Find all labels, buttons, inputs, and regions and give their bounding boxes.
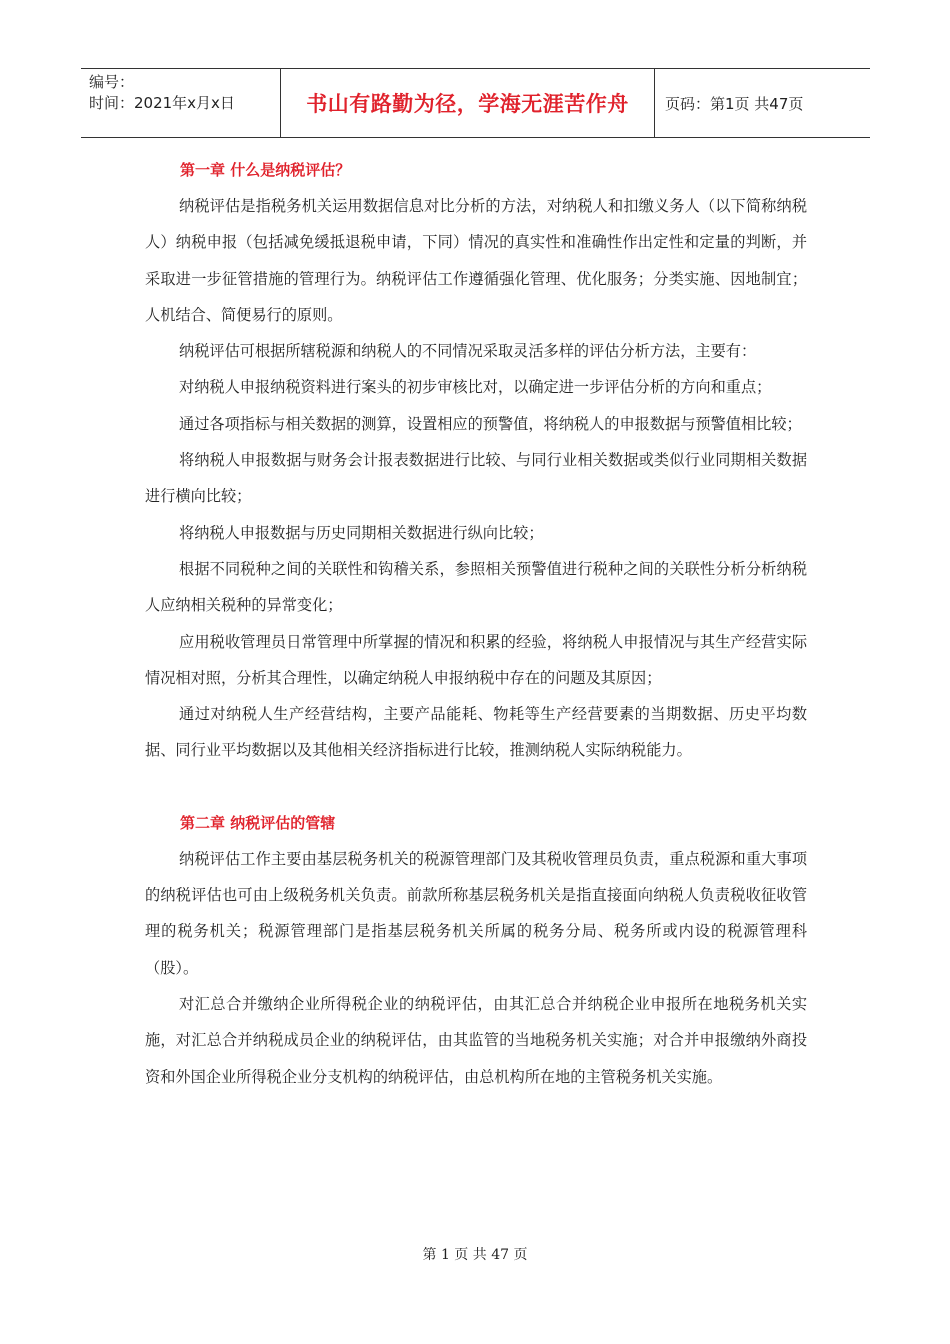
chapter-1-paragraph: 对纳税人申报纳税资料进行案头的初步审核比对，以确定进一步评估分析的方向和重点； [179,378,772,397]
chapter-1-paragraph: 通过对纳税人生产经营结构，主要产品能耗、物耗等生产经营要素的当期数据、历史平均数据、同行业平均数据以及其他相关经济指标进行比较，推测纳税人实际纳税能力。 [145,705,807,760]
chapter-1-paragraph: 根据不同税种之间的关联性和钩稽关系，参照相关预警值进行税种之间的关联性分析分析纳税人应纳相关税种的异常变化； [145,559,807,615]
chapter-1-paragraph: 纳税评估是指税务机关运用数据信息对比分析的方法，对纳税人和扣缴义务人（以下简称纳税人）纳税申报（包括减免缓抵退税申请，下同）情况的真实性和准确性作出定性和定量的判断，并采取进一步征管措施的管理行为。纳税评估工作遵循强化管理、优化服务；分类实施、因地制宜；人机结合、简便易行的原则。 [145,197,807,324]
section-spacer [145,769,807,805]
chapter-1-paragraph: 通过各项指标与相关数据的测算，设置相应的预警值，将纳税人的申报数据与预警值相比较； [179,414,802,433]
header-meta [81,69,281,137]
document-date: 时间：2021年x月x日 [89,94,235,112]
document-number-label: 编号： [89,73,135,91]
document-body [145,152,807,1095]
page-header [81,68,870,138]
page-footer: 第 1 页 共 47 页 [422,1247,528,1263]
chapter-2-title: 第二章 纳税评估的管辖 [180,813,336,832]
header-motto: 书山有路勤为径，学海无涯苦作舟 [281,69,655,137]
header-page-info: 页码：第1页 共47页 [665,94,804,113]
chapter-2-paragraph: 纳税评估工作主要由基层税务机关的税源管理部门及其税收管理员负责，重点税源和重大事项的纳税评估也可由上级税务机关负责。前款所称基层税务机关是指直接面向纳税人负责税收征收管理的税务机关；税源管理部门是指基层税务机关所属的税务分局、税务所或内设的税源管理科（股）。 [145,849,807,977]
chapter-1-paragraph: 纳税评估可根据所辖税源和纳税人的不同情况采取灵活多样的评估分析方法，主要有： [179,342,757,361]
chapter-2-paragraph: 对汇总合并缴纳企业所得税企业的纳税评估，由其汇总合并纳税企业申报所在地税务机关实施，对汇总合并纳税成员企业的纳税评估，由其监管的当地税务机关实施；对合并申报缴纳外商投资和外国企业所得税企业分支机构的纳税评估，由总机构所在地的主管税务机关实施。 [145,994,807,1086]
chapter-1-paragraph: 将纳税人申报数据与历史同期相关数据进行纵向比较； [179,523,544,542]
chapter-1-paragraph: 将纳税人申报数据与财务会计报表数据进行比较、与同行业相关数据或类似行业同期相关数据进行横向比较； [145,451,807,506]
chapter-1-title: 第一章 什么是纳税评估？ [180,161,351,179]
chapter-1-paragraph: 应用税收管理员日常管理中所掌握的情况和积累的经验，将纳税人申报情况与其生产经营实际情况相对照，分析其合理性，以确定纳税人申报纳税中存在的问题及其原因； [145,632,807,687]
